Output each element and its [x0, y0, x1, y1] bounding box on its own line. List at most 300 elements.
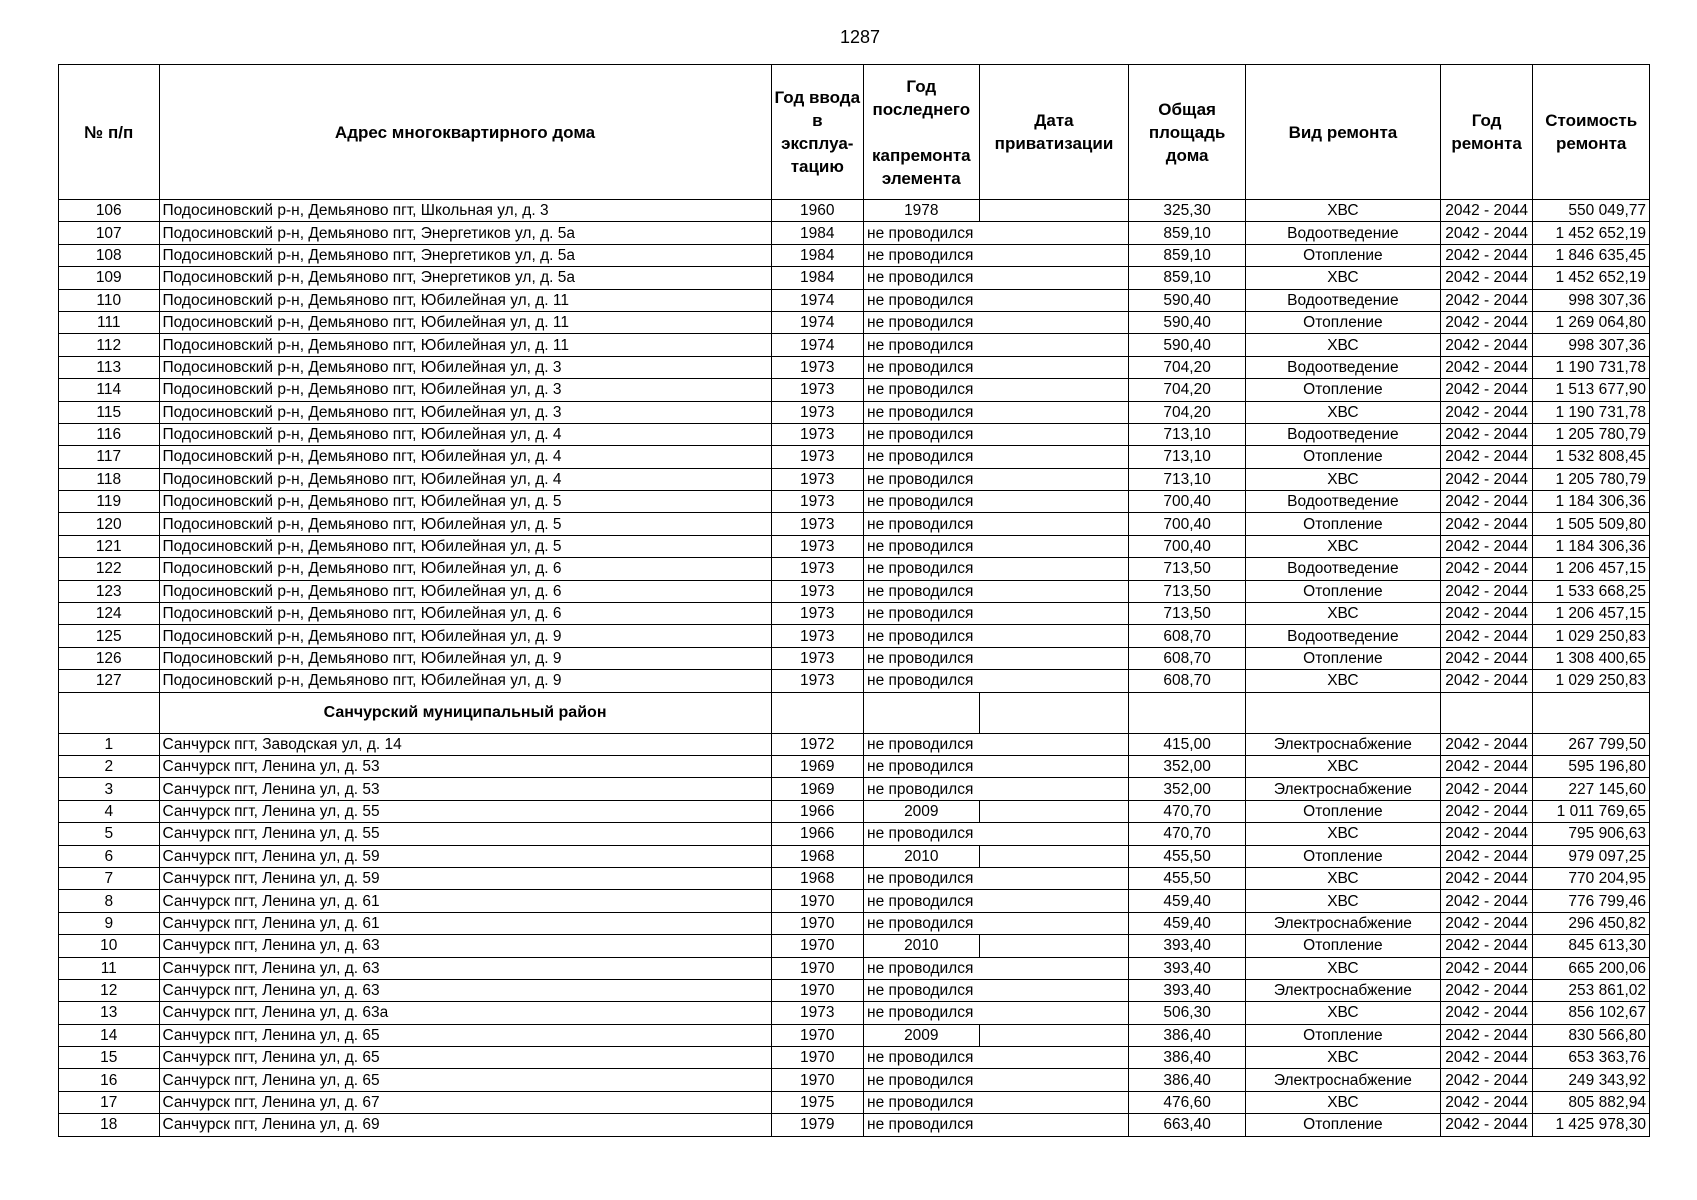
- row-cost: 1 206 457,15: [1533, 558, 1650, 580]
- row-privatization: [979, 267, 1129, 289]
- row-cost: 227 145,60: [1533, 778, 1650, 800]
- row-number: 117: [59, 446, 160, 468]
- row-year-commissioned: 1973: [771, 446, 863, 468]
- row-repair-period: 2042 - 2044: [1440, 979, 1532, 1001]
- row-repair-type: ХВС: [1245, 957, 1440, 979]
- row-number: 108: [59, 244, 160, 266]
- row-privatization: [979, 468, 1129, 490]
- row-repair-type: Отопление: [1245, 1114, 1440, 1136]
- row-last-repair: не проводился: [864, 912, 980, 934]
- row-repair-period: 2042 - 2044: [1440, 423, 1532, 445]
- row-year-commissioned: 1970: [771, 912, 863, 934]
- table-body-bottom: [59, 733, 1650, 1136]
- row-last-repair: не проводился: [864, 491, 980, 513]
- row-repair-period: 2042 - 2044: [1440, 935, 1532, 957]
- row-repair-type: Отопление: [1245, 244, 1440, 266]
- row-repair-period: 2042 - 2044: [1440, 1114, 1532, 1136]
- row-privatization: [979, 867, 1129, 889]
- row-privatization: [979, 200, 1129, 222]
- row-address: Подосиновский р-н, Демьяново пгт, Юбилейная ул, д. 4: [159, 446, 771, 468]
- row-area: 415,00: [1129, 733, 1246, 755]
- row-area: 713,50: [1129, 580, 1246, 602]
- header-num: № п/п: [59, 65, 160, 200]
- row-repair-type: Электроснабжение: [1245, 733, 1440, 755]
- row-address: Подосиновский р-н, Демьяново пгт, Юбилейная ул, д. 6: [159, 558, 771, 580]
- row-number: 110: [59, 289, 160, 311]
- row-last-repair: не проводился: [864, 1047, 980, 1069]
- row-address: Санчурск пгт, Ленина ул, д. 67: [159, 1091, 771, 1113]
- row-privatization: [979, 580, 1129, 602]
- repair-program-table: [58, 64, 1650, 1137]
- row-address: Санчурск пгт, Ленина ул, д. 63: [159, 957, 771, 979]
- row-repair-type: Водоотведение: [1245, 491, 1440, 513]
- row-repair-type: ХВС: [1245, 401, 1440, 423]
- row-privatization: [979, 1114, 1129, 1136]
- row-address: Подосиновский р-н, Демьяново пгт, Юбилейная ул, д. 5: [159, 513, 771, 535]
- row-cost: 1 308 400,65: [1533, 647, 1650, 669]
- row-last-repair: не проводился: [864, 535, 980, 557]
- row-address: Санчурск пгт, Ленина ул, д. 65: [159, 1069, 771, 1091]
- row-address: Санчурск пгт, Заводская ул, д. 14: [159, 733, 771, 755]
- row-privatization: [979, 423, 1129, 445]
- section-cell-type: [1245, 692, 1440, 733]
- row-cost: 998 307,36: [1533, 289, 1650, 311]
- row-last-repair: не проводился: [864, 468, 980, 490]
- row-area: 352,00: [1129, 778, 1246, 800]
- row-number: 17: [59, 1091, 160, 1113]
- row-year-commissioned: 1973: [771, 379, 863, 401]
- row-repair-period: 2042 - 2044: [1440, 867, 1532, 889]
- row-address: Санчурск пгт, Ленина ул, д. 63: [159, 979, 771, 1001]
- row-last-repair: не проводился: [864, 1114, 980, 1136]
- row-repair-type: Водоотведение: [1245, 625, 1440, 647]
- section-block: [59, 692, 1650, 733]
- table-row: [59, 1069, 1650, 1091]
- row-cost: 1 513 677,90: [1533, 379, 1650, 401]
- row-last-repair: не проводился: [864, 755, 980, 777]
- row-number: 18: [59, 1114, 160, 1136]
- row-privatization: [979, 356, 1129, 378]
- row-repair-type: Отопление: [1245, 513, 1440, 535]
- header-privatization: Дата приватизации: [979, 65, 1129, 200]
- row-last-repair: 2009: [864, 800, 980, 822]
- row-year-commissioned: 1970: [771, 1024, 863, 1046]
- row-area: 590,40: [1129, 334, 1246, 356]
- row-year-commissioned: 1973: [771, 647, 863, 669]
- row-address: Санчурск пгт, Ленина ул, д. 55: [159, 823, 771, 845]
- row-last-repair: не проводился: [864, 446, 980, 468]
- row-last-repair: не проводился: [864, 647, 980, 669]
- row-cost: 770 204,95: [1533, 867, 1650, 889]
- table-body-top: [59, 200, 1650, 693]
- row-year-commissioned: 1970: [771, 1047, 863, 1069]
- table-row: [59, 935, 1650, 957]
- row-cost: 1 206 457,15: [1533, 603, 1650, 625]
- table-row: [59, 446, 1650, 468]
- row-number: 13: [59, 1002, 160, 1024]
- row-cost: 998 307,36: [1533, 334, 1650, 356]
- page-number: 1287: [839, 27, 881, 47]
- row-privatization: [979, 289, 1129, 311]
- row-repair-type: Отопление: [1245, 580, 1440, 602]
- row-year-commissioned: 1972: [771, 733, 863, 755]
- row-address: Подосиновский р-н, Демьяново пгт, Юбилейная ул, д. 3: [159, 379, 771, 401]
- row-area: 590,40: [1129, 311, 1246, 333]
- row-last-repair: не проводился: [864, 890, 980, 912]
- row-cost: 1 532 808,45: [1533, 446, 1650, 468]
- row-year-commissioned: 1973: [771, 558, 863, 580]
- row-repair-period: 2042 - 2044: [1440, 625, 1532, 647]
- row-area: 459,40: [1129, 890, 1246, 912]
- row-repair-type: ХВС: [1245, 267, 1440, 289]
- row-cost: 776 799,46: [1533, 890, 1650, 912]
- row-last-repair: не проводился: [864, 1091, 980, 1113]
- row-last-repair: не проводился: [864, 867, 980, 889]
- table-row: [59, 401, 1650, 423]
- row-cost: 1 269 064,80: [1533, 311, 1650, 333]
- row-cost: 1 846 635,45: [1533, 244, 1650, 266]
- row-area: 713,10: [1129, 423, 1246, 445]
- row-address: Подосиновский р-н, Демьяново пгт, Юбилейная ул, д. 9: [159, 647, 771, 669]
- row-address: Санчурск пгт, Ленина ул, д. 59: [159, 845, 771, 867]
- row-privatization: [979, 222, 1129, 244]
- row-privatization: [979, 778, 1129, 800]
- header-repair-year: Год ремонта: [1440, 65, 1532, 200]
- row-number: 6: [59, 845, 160, 867]
- row-privatization: [979, 603, 1129, 625]
- row-repair-type: Электроснабжение: [1245, 778, 1440, 800]
- row-repair-type: Отопление: [1245, 845, 1440, 867]
- row-address: Подосиновский р-н, Демьяново пгт, Юбилейная ул, д. 11: [159, 289, 771, 311]
- row-privatization: [979, 244, 1129, 266]
- row-last-repair: не проводился: [864, 267, 980, 289]
- table-row: [59, 733, 1650, 755]
- header-area: Общая площадь дома: [1129, 65, 1246, 200]
- row-repair-type: ХВС: [1245, 535, 1440, 557]
- row-repair-period: 2042 - 2044: [1440, 957, 1532, 979]
- row-privatization: [979, 647, 1129, 669]
- row-repair-type: ХВС: [1245, 670, 1440, 692]
- row-privatization: [979, 625, 1129, 647]
- row-privatization: [979, 1069, 1129, 1091]
- row-year-commissioned: 1979: [771, 1114, 863, 1136]
- row-area: 470,70: [1129, 823, 1246, 845]
- row-number: 116: [59, 423, 160, 445]
- row-number: 2: [59, 755, 160, 777]
- row-last-repair: не проводился: [864, 334, 980, 356]
- row-last-repair: не проводился: [864, 670, 980, 692]
- row-cost: 253 861,02: [1533, 979, 1650, 1001]
- row-address: Подосиновский р-н, Демьяново пгт, Юбилейная ул, д. 3: [159, 356, 771, 378]
- table-row: [59, 625, 1650, 647]
- row-repair-period: 2042 - 2044: [1440, 733, 1532, 755]
- table-row: [59, 379, 1650, 401]
- row-repair-type: ХВС: [1245, 890, 1440, 912]
- row-number: 125: [59, 625, 160, 647]
- table-row: [59, 468, 1650, 490]
- row-last-repair: не проводился: [864, 558, 980, 580]
- row-year-commissioned: 1975: [771, 1091, 863, 1113]
- row-area: 393,40: [1129, 935, 1246, 957]
- row-year-commissioned: 1974: [771, 334, 863, 356]
- row-repair-period: 2042 - 2044: [1440, 446, 1532, 468]
- row-number: 7: [59, 867, 160, 889]
- row-privatization: [979, 401, 1129, 423]
- table-row: [59, 845, 1650, 867]
- row-area: 713,50: [1129, 603, 1246, 625]
- row-number: 112: [59, 334, 160, 356]
- row-privatization: [979, 1047, 1129, 1069]
- row-area: 386,40: [1129, 1069, 1246, 1091]
- row-number: 114: [59, 379, 160, 401]
- row-repair-period: 2042 - 2044: [1440, 334, 1532, 356]
- row-area: 470,70: [1129, 800, 1246, 822]
- row-address: Санчурск пгт, Ленина ул, д. 65: [159, 1024, 771, 1046]
- row-cost: 249 343,92: [1533, 1069, 1650, 1091]
- header-year-commissioned: Год ввода в эксплуа-тацию: [771, 65, 863, 200]
- row-number: 11: [59, 957, 160, 979]
- row-repair-type: Отопление: [1245, 647, 1440, 669]
- row-cost: 805 882,94: [1533, 1091, 1650, 1113]
- table-row: [59, 580, 1650, 602]
- section-cell-last: [864, 692, 980, 733]
- row-area: 393,40: [1129, 957, 1246, 979]
- row-repair-period: 2042 - 2044: [1440, 1047, 1532, 1069]
- table-row: [59, 1002, 1650, 1024]
- row-privatization: [979, 1002, 1129, 1024]
- row-year-commissioned: 1970: [771, 890, 863, 912]
- section-title: Санчурский муниципальный район: [159, 692, 771, 733]
- row-address: Подосиновский р-н, Демьяново пгт, Юбилейная ул, д. 5: [159, 491, 771, 513]
- row-cost: 1 425 978,30: [1533, 1114, 1650, 1136]
- row-repair-period: 2042 - 2044: [1440, 670, 1532, 692]
- row-number: 127: [59, 670, 160, 692]
- table-row: [59, 912, 1650, 934]
- row-repair-period: 2042 - 2044: [1440, 912, 1532, 934]
- row-last-repair: не проводился: [864, 1069, 980, 1091]
- row-repair-period: 2042 - 2044: [1440, 1091, 1532, 1113]
- row-year-commissioned: 1984: [771, 222, 863, 244]
- row-cost: 845 613,30: [1533, 935, 1650, 957]
- row-number: 115: [59, 401, 160, 423]
- row-repair-period: 2042 - 2044: [1440, 289, 1532, 311]
- row-cost: 595 196,80: [1533, 755, 1650, 777]
- row-address: Санчурск пгт, Ленина ул, д. 63: [159, 935, 771, 957]
- row-cost: 1 184 306,36: [1533, 535, 1650, 557]
- row-address: Подосиновский р-н, Демьяново пгт, Юбилейная ул, д. 4: [159, 468, 771, 490]
- row-area: 608,70: [1129, 625, 1246, 647]
- row-repair-period: 2042 - 2044: [1440, 580, 1532, 602]
- row-repair-period: 2042 - 2044: [1440, 222, 1532, 244]
- row-address: Санчурск пгт, Ленина ул, д. 53: [159, 778, 771, 800]
- row-number: 113: [59, 356, 160, 378]
- table-row: [59, 1024, 1650, 1046]
- row-repair-period: 2042 - 2044: [1440, 1024, 1532, 1046]
- row-privatization: [979, 311, 1129, 333]
- row-repair-type: ХВС: [1245, 1091, 1440, 1113]
- row-number: 124: [59, 603, 160, 625]
- row-privatization: [979, 823, 1129, 845]
- row-address: Подосиновский р-н, Демьяново пгт, Юбилейная ул, д. 5: [159, 535, 771, 557]
- row-area: 352,00: [1129, 755, 1246, 777]
- row-repair-period: 2042 - 2044: [1440, 647, 1532, 669]
- section-cell-num: [59, 692, 160, 733]
- row-address: Санчурск пгт, Ленина ул, д. 59: [159, 867, 771, 889]
- row-repair-period: 2042 - 2044: [1440, 890, 1532, 912]
- section-cell-area: [1129, 692, 1246, 733]
- row-area: 704,20: [1129, 401, 1246, 423]
- row-area: 700,40: [1129, 513, 1246, 535]
- row-privatization: [979, 755, 1129, 777]
- row-address: Подосиновский р-н, Демьяново пгт, Энергетиков ул, д. 5а: [159, 244, 771, 266]
- row-year-commissioned: 1966: [771, 800, 863, 822]
- row-cost: 1 190 731,78: [1533, 401, 1650, 423]
- row-cost: 1 029 250,83: [1533, 670, 1650, 692]
- row-privatization: [979, 535, 1129, 557]
- section-cell-period: [1440, 692, 1532, 733]
- row-privatization: [979, 670, 1129, 692]
- row-area: 713,50: [1129, 558, 1246, 580]
- row-repair-period: 2042 - 2044: [1440, 356, 1532, 378]
- header-last-repair: Год последнего капремонта элемента: [864, 65, 980, 200]
- row-area: 608,70: [1129, 647, 1246, 669]
- row-repair-period: 2042 - 2044: [1440, 267, 1532, 289]
- row-last-repair: не проводился: [864, 423, 980, 445]
- row-last-repair: не проводился: [864, 379, 980, 401]
- row-year-commissioned: 1966: [771, 823, 863, 845]
- table-row: [59, 867, 1650, 889]
- table-row: [59, 1114, 1650, 1136]
- row-repair-type: ХВС: [1245, 1002, 1440, 1024]
- row-last-repair: не проводился: [864, 823, 980, 845]
- row-year-commissioned: 1973: [771, 423, 863, 445]
- row-year-commissioned: 1973: [771, 603, 863, 625]
- row-cost: 1 452 652,19: [1533, 267, 1650, 289]
- row-repair-type: Отопление: [1245, 379, 1440, 401]
- row-year-commissioned: 1973: [771, 535, 863, 557]
- row-address: Подосиновский р-н, Демьяново пгт, Юбилейная ул, д. 9: [159, 670, 771, 692]
- row-number: 1: [59, 733, 160, 755]
- row-area: 386,40: [1129, 1024, 1246, 1046]
- row-year-commissioned: 1969: [771, 755, 863, 777]
- row-number: 106: [59, 200, 160, 222]
- row-last-repair: не проводился: [864, 289, 980, 311]
- row-area: 393,40: [1129, 979, 1246, 1001]
- row-cost: 267 799,50: [1533, 733, 1650, 755]
- section-cell-cost: [1533, 692, 1650, 733]
- row-cost: 856 102,67: [1533, 1002, 1650, 1024]
- header-repair-type: Вид ремонта: [1245, 65, 1440, 200]
- section-cell-privatization: [979, 692, 1129, 733]
- row-repair-type: ХВС: [1245, 334, 1440, 356]
- row-repair-type: Водоотведение: [1245, 222, 1440, 244]
- row-last-repair: не проводился: [864, 1002, 980, 1024]
- row-repair-period: 2042 - 2044: [1440, 603, 1532, 625]
- row-address: Подосиновский р-н, Демьяново пгт, Юбилейная ул, д. 3: [159, 401, 771, 423]
- row-privatization: [979, 379, 1129, 401]
- table-row: [59, 823, 1650, 845]
- row-last-repair: не проводился: [864, 222, 980, 244]
- section-cell-year: [771, 692, 863, 733]
- table-row: [59, 647, 1650, 669]
- row-address: Санчурск пгт, Ленина ул, д. 63а: [159, 1002, 771, 1024]
- row-address: Санчурск пгт, Ленина ул, д. 69: [159, 1114, 771, 1136]
- row-year-commissioned: 1973: [771, 580, 863, 602]
- row-year-commissioned: 1984: [771, 244, 863, 266]
- row-number: 9: [59, 912, 160, 934]
- row-year-commissioned: 1973: [771, 468, 863, 490]
- row-number: 109: [59, 267, 160, 289]
- row-year-commissioned: 1970: [771, 935, 863, 957]
- row-address: Подосиновский р-н, Демьяново пгт, Юбилейная ул, д. 6: [159, 580, 771, 602]
- row-cost: 1 011 769,65: [1533, 800, 1650, 822]
- row-repair-period: 2042 - 2044: [1440, 401, 1532, 423]
- row-year-commissioned: 1984: [771, 267, 863, 289]
- row-last-repair: не проводился: [864, 603, 980, 625]
- row-privatization: [979, 800, 1129, 822]
- row-address: Санчурск пгт, Ленина ул, д. 61: [159, 890, 771, 912]
- row-privatization: [979, 890, 1129, 912]
- row-year-commissioned: 1968: [771, 867, 863, 889]
- row-area: 859,10: [1129, 222, 1246, 244]
- row-cost: 795 906,63: [1533, 823, 1650, 845]
- row-cost: 550 049,77: [1533, 200, 1650, 222]
- row-year-commissioned: 1973: [771, 491, 863, 513]
- table-row: [59, 603, 1650, 625]
- row-privatization: [979, 912, 1129, 934]
- row-repair-type: Водоотведение: [1245, 423, 1440, 445]
- row-year-commissioned: 1974: [771, 311, 863, 333]
- row-year-commissioned: 1973: [771, 625, 863, 647]
- row-number: 107: [59, 222, 160, 244]
- row-area: 700,40: [1129, 491, 1246, 513]
- row-repair-type: Отопление: [1245, 935, 1440, 957]
- row-number: 16: [59, 1069, 160, 1091]
- row-last-repair: не проводился: [864, 401, 980, 423]
- row-repair-period: 2042 - 2044: [1440, 311, 1532, 333]
- row-year-commissioned: 1973: [771, 513, 863, 535]
- row-number: 12: [59, 979, 160, 1001]
- row-repair-period: 2042 - 2044: [1440, 535, 1532, 557]
- header-address: Адрес многоквартирного дома: [159, 65, 771, 200]
- row-repair-type: ХВС: [1245, 1047, 1440, 1069]
- table-row: [59, 244, 1650, 266]
- row-number: 8: [59, 890, 160, 912]
- row-area: 704,20: [1129, 356, 1246, 378]
- row-privatization: [979, 446, 1129, 468]
- row-privatization: [979, 979, 1129, 1001]
- row-last-repair: не проводился: [864, 580, 980, 602]
- row-last-repair: не проводился: [864, 356, 980, 378]
- row-address: Санчурск пгт, Ленина ул, д. 61: [159, 912, 771, 934]
- row-repair-period: 2042 - 2044: [1440, 755, 1532, 777]
- table-row: [59, 289, 1650, 311]
- row-cost: 1 029 250,83: [1533, 625, 1650, 647]
- table-row: [59, 222, 1650, 244]
- row-repair-type: Водоотведение: [1245, 356, 1440, 378]
- row-cost: 1 533 668,25: [1533, 580, 1650, 602]
- row-year-commissioned: 1973: [771, 356, 863, 378]
- row-last-repair: не проводился: [864, 513, 980, 535]
- row-repair-period: 2042 - 2044: [1440, 244, 1532, 266]
- row-area: 713,10: [1129, 446, 1246, 468]
- row-address: Подосиновский р-н, Демьяново пгт, Школьная ул, д. 3: [159, 200, 771, 222]
- row-repair-period: 2042 - 2044: [1440, 823, 1532, 845]
- row-repair-type: ХВС: [1245, 823, 1440, 845]
- table-row: [59, 558, 1650, 580]
- row-cost: 1 190 731,78: [1533, 356, 1650, 378]
- row-repair-period: 2042 - 2044: [1440, 491, 1532, 513]
